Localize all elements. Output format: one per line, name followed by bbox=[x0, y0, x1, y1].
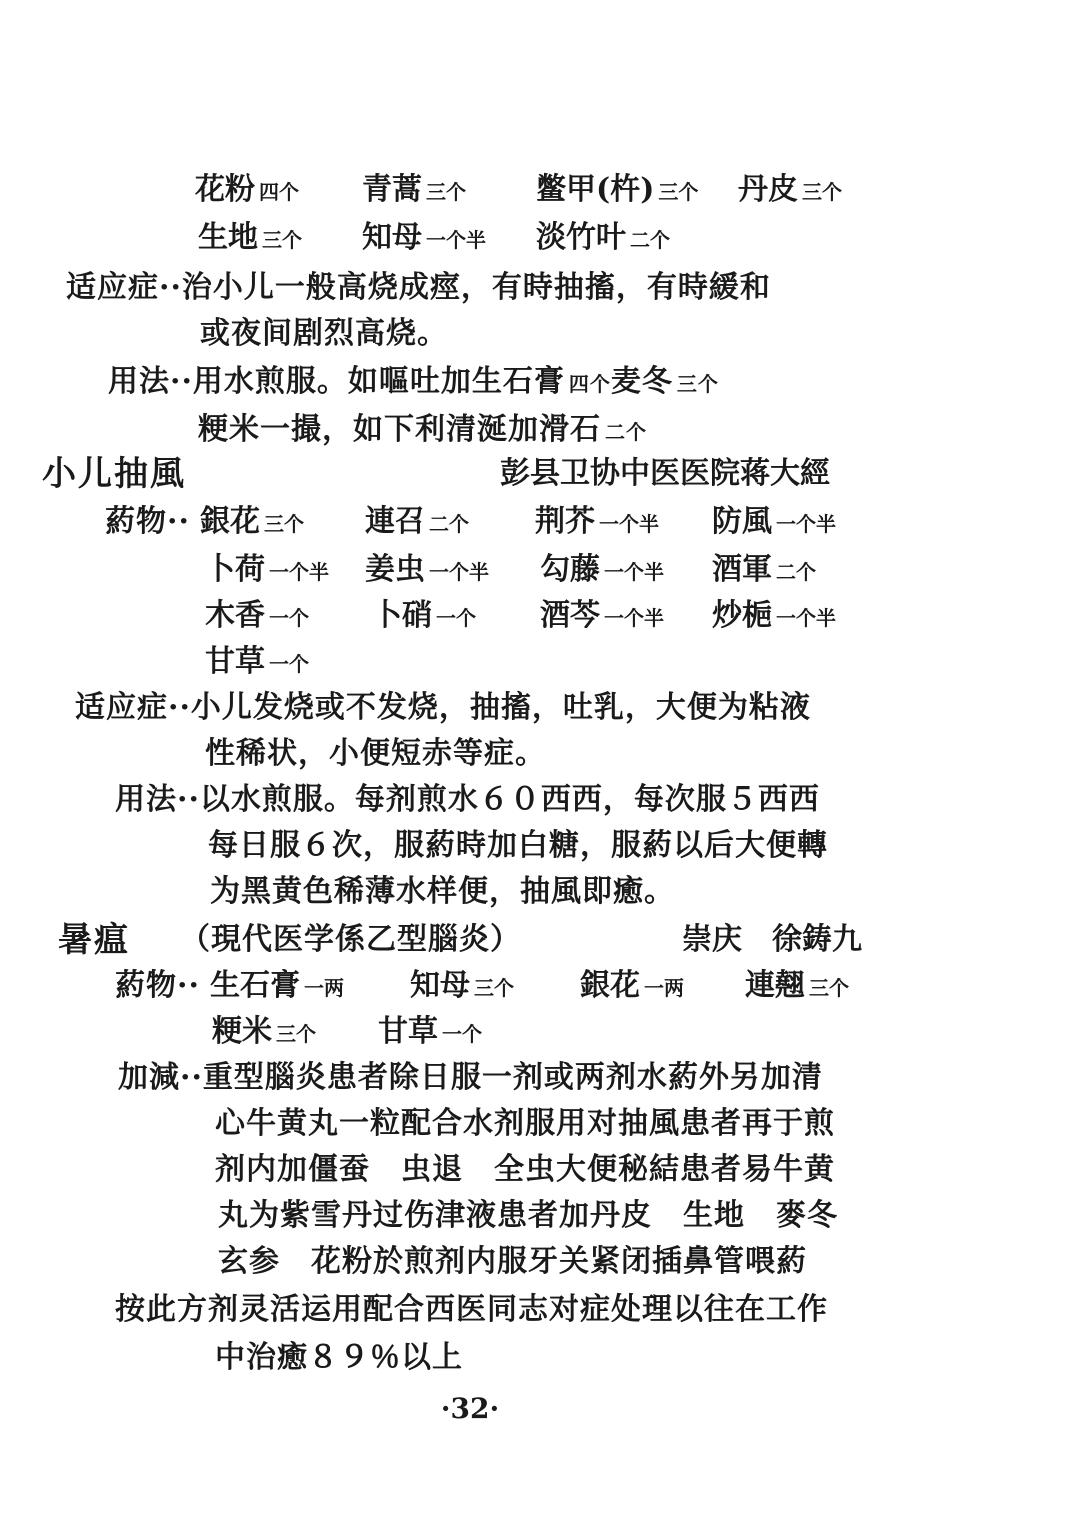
herb-item: 花粉 四个 bbox=[195, 172, 299, 207]
section-title: 小儿抽風 bbox=[42, 454, 186, 494]
herb-item: 連翹 三个 bbox=[745, 968, 849, 1003]
section-subtitle: （現代医学係乙型腦炎） bbox=[180, 922, 521, 957]
usage-line: 粳米一撮，如下利清涎加滑石 二个 bbox=[198, 412, 647, 447]
herb-item: 卜荷 一个半 bbox=[205, 552, 329, 587]
indication-line: 适应症··治小儿一般高烧成痙，有時抽搐，有時緩和 bbox=[66, 270, 771, 305]
modification-line: 加減··重型腦炎患者除日服一剂或两剂水葯外另加清 bbox=[118, 1060, 823, 1095]
indication-line: 或夜间剧烈高烧。 bbox=[200, 316, 448, 351]
author: 崇庆 徐鋳九 bbox=[682, 922, 862, 957]
page-number: ·32· bbox=[440, 1392, 500, 1425]
herb-item: 炒梔 一个半 bbox=[712, 598, 836, 633]
herb-item: 青蒿 三个 bbox=[362, 172, 466, 207]
drugs-label: 葯物·· bbox=[105, 504, 190, 539]
herb-item: 銀花 一两 bbox=[580, 968, 684, 1003]
herb-item: 酒芩 一个半 bbox=[540, 598, 664, 633]
herb-item: 木香 一个 bbox=[205, 598, 309, 633]
usage-line: 用法··用水煎服。如嘔吐加生石膏 四个麦冬 三个 bbox=[108, 364, 719, 399]
herb-item: 知母 一个半 bbox=[362, 220, 486, 255]
herb-item: 丹皮 三个 bbox=[738, 172, 842, 207]
herb-item: 荆芥 一个半 bbox=[535, 504, 659, 539]
herb-item: 粳米 三个 bbox=[212, 1014, 316, 1049]
herb-item: 淡竹叶 二个 bbox=[536, 220, 670, 255]
modification-line: 剂内加僵蚕 虫退 全虫大便秘結患者易牛黄 bbox=[215, 1152, 835, 1187]
herb-item: 甘草 一个 bbox=[378, 1014, 482, 1049]
usage-line: 用法··以水煎服。每剂煎水６０西西，每次服５西西 bbox=[115, 782, 820, 817]
modification-line: 玄参 花粉於煎剂内服牙关紧闭插鼻管喂葯 bbox=[218, 1244, 807, 1279]
herb-item: 生石膏 一两 bbox=[210, 968, 344, 1003]
indication-line: 适应症··小儿发烧或不发烧，抽搐，吐乳，大便为粘液 bbox=[75, 690, 811, 725]
drugs-label: 葯物·· bbox=[115, 968, 200, 1003]
modification-line: 丸为紫雪丹过伤津液患者加丹皮 生地 麥冬 bbox=[218, 1198, 838, 1233]
indication-line: 性稀状，小便短赤等症。 bbox=[205, 736, 546, 771]
author: 彭县卫协中医医院蒋大經 bbox=[500, 456, 830, 491]
herb-item: 鳖甲(杵) 三个 bbox=[536, 172, 699, 207]
herb-item: 防風 一个半 bbox=[712, 504, 836, 539]
modification-line: 心牛黄丸一粒配合水剂服用对抽風患者再于煎 bbox=[215, 1106, 835, 1141]
herb-item: 卜硝 一个 bbox=[372, 598, 476, 633]
herb-item: 知母 三个 bbox=[410, 968, 514, 1003]
herb-item: 連召 二个 bbox=[365, 504, 469, 539]
herb-item: 姜虫 一个半 bbox=[365, 552, 489, 587]
herb-item: 甘草 一个 bbox=[205, 644, 309, 679]
herb-item: 勾藤 一个半 bbox=[540, 552, 664, 587]
usage-line: 为黑黄色稀薄水样便，抽風即癒。 bbox=[210, 874, 675, 909]
usage-line: 每日服６次，服葯時加白糖，服葯以后大便轉 bbox=[208, 828, 828, 863]
herb-item: 生地 三个 bbox=[198, 220, 302, 255]
note-line: 按此方剂灵活运用配合西医同志对症处理以往在工作 bbox=[115, 1292, 828, 1327]
herb-item: 銀花 三个 bbox=[200, 504, 304, 539]
herb-item: 酒軍 二个 bbox=[712, 552, 816, 587]
note-line: 中治癒８９％以上 bbox=[215, 1340, 463, 1375]
section-title: 暑瘟 bbox=[58, 920, 130, 960]
